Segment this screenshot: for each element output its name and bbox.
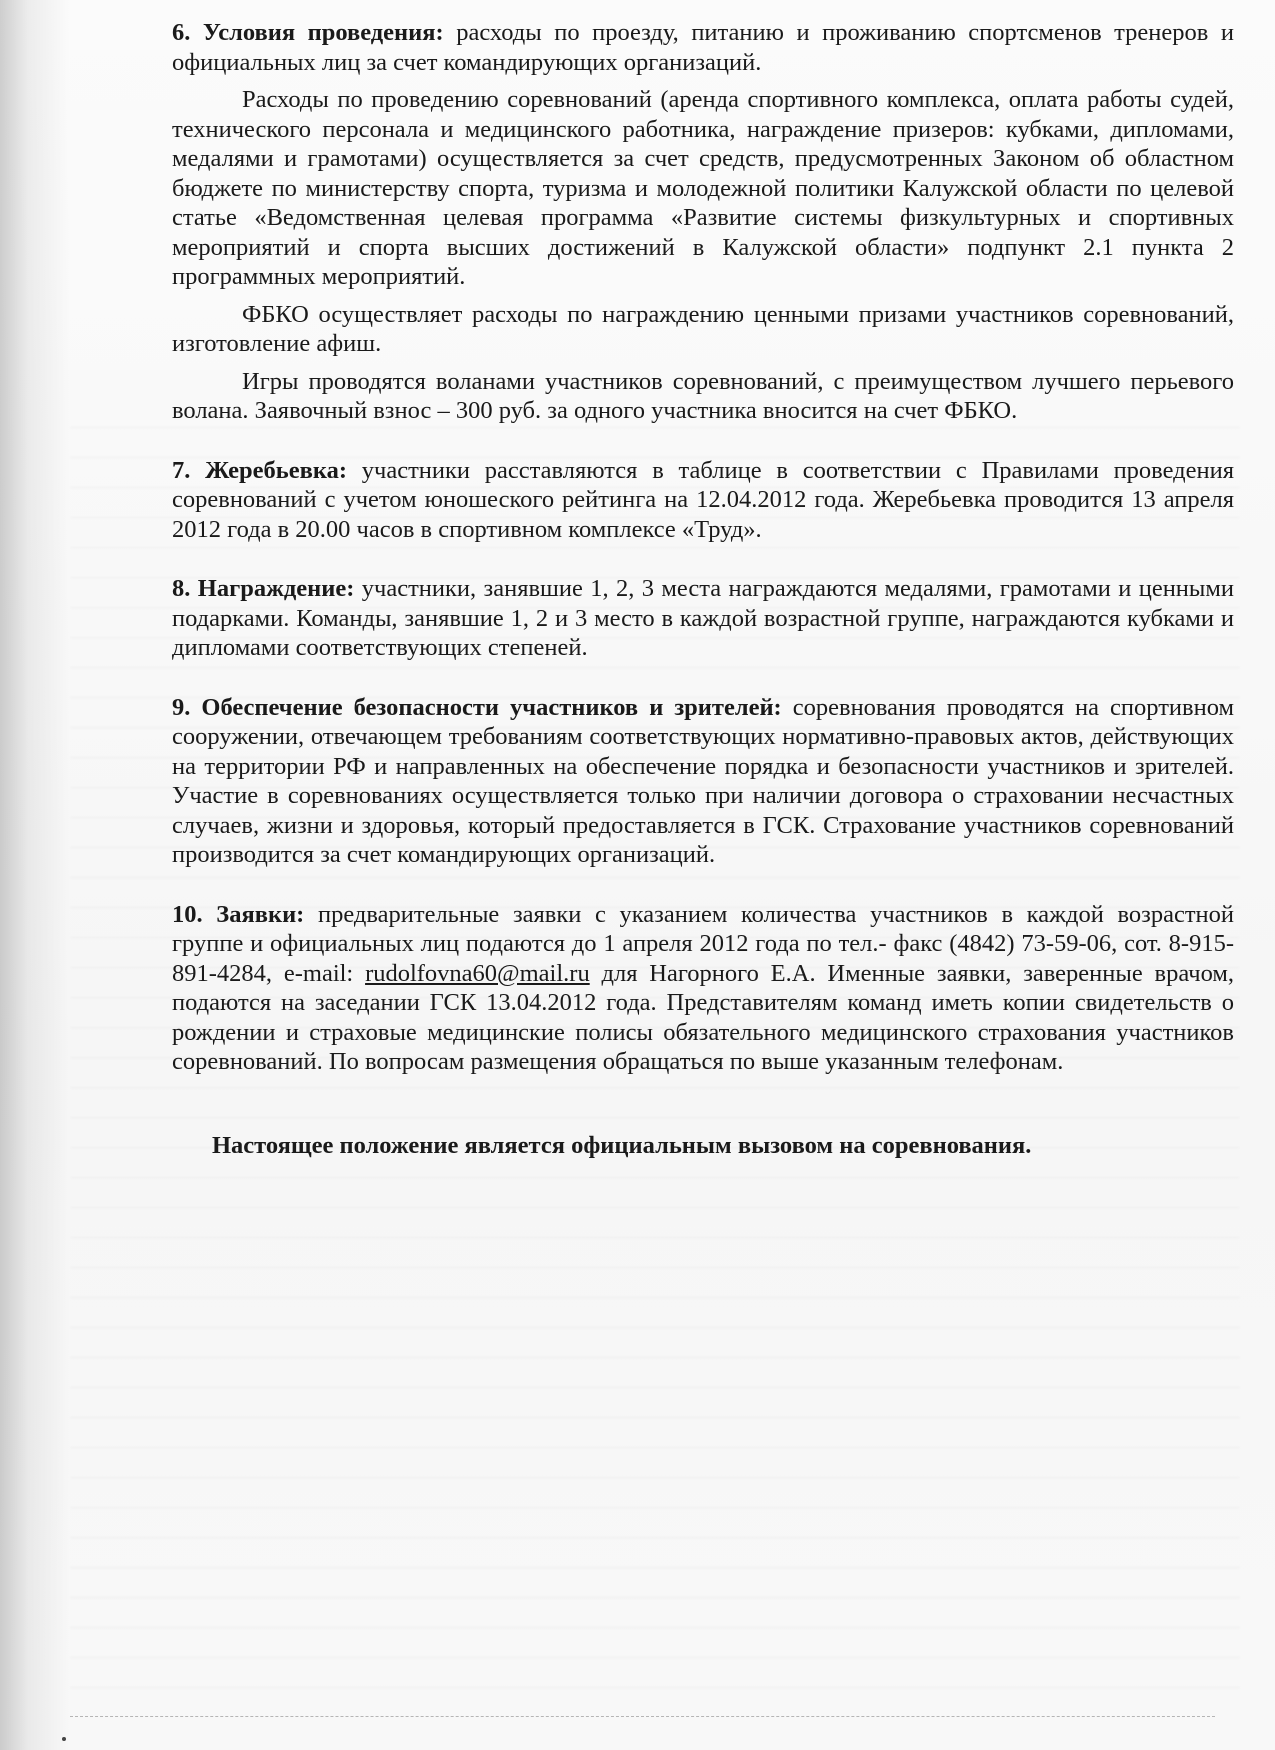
section-10-text-after-email: для Нагорного Е.А. Именные заявки, заверенные врачом, подаются на заседании ГСК 13.04.2012 года. Представителям команд иметь копии свидетельств о рождении и страховые медицинские полисы обязательного медицинского страхования участников соревнований. По вопросам размещения обращаться по выше указанным телефонам. bbox=[172, 959, 1235, 1075]
section-7-paragraph bbox=[172, 456, 1234, 545]
section-9-text: соревнования проводятся на спортивном сооружении, отвечающем требованиям соответствующих нормативно-правовых актов, действующих на территории РФ и направленных на обеспечение порядка и безопасности участников и зрителей. Участие в соревнованиях осуществляется только при наличии договора о страховании несчастных случаев, жизни и здоровья, который предоставляется в ГСК. Страхование участников соревнований производится за счет командирующих организаций. bbox=[172, 693, 1234, 868]
section-6-shuttles-paragraph: Игры проводятся воланами участников соревнований, с преимуществом лучшего перьевого волана. Заявочный взнос – 300 руб. за одного участника вносится на счет ФБКО. bbox=[172, 367, 1234, 424]
section-10-text-before-email: предварительные заявки с указанием количества участников в каждой возрастной группе и официальных лиц подаются до 1 апреля 2012 года по тел.- факс (4842) 73-59-06, сот. 8-915-891-4284, e-mail: bbox=[172, 900, 1235, 987]
section-6-heading: 6. Условия проведения: bbox=[172, 19, 444, 46]
section-6-fbko-paragraph: ФБКО осуществляет расходы по награждению ценными призами участников соревнований, изготовление афиш. bbox=[172, 300, 1234, 357]
section-9-paragraph bbox=[172, 693, 1234, 870]
scan-edge-shadow bbox=[0, 0, 70, 1750]
document-body bbox=[172, 18, 1234, 1160]
section-10-paragraph bbox=[172, 900, 1234, 1077]
section-7-text: участники расставляются в таблице в соответствии с Правилами проведения соревнований с учетом юношеского рейтинга на 12.04.2012 года. Жеребьевка проводится 13 апреля 2012 года в 20.00 часов в спортивном комплексе «Труд». bbox=[172, 456, 1234, 543]
closing-statement: Настоящее положение является официальным вызовом на соревнования. bbox=[212, 1131, 1032, 1159]
section-9-heading: 9. Обеспечение безопасности участников и зрителей: bbox=[172, 693, 782, 721]
section-6-text: расходы по проезду, питанию и проживанию спортсменов тренеров и официальных лиц за счет командирующих организаций. bbox=[172, 19, 1234, 76]
section-6-paragraph bbox=[172, 18, 1234, 77]
section-8-paragraph bbox=[172, 574, 1234, 663]
section-7-heading: 7. Жеребьевка: bbox=[172, 456, 347, 484]
scan-dot-mark bbox=[62, 1737, 66, 1741]
section-6-expenses-paragraph: Расходы по проведению соревнований (аренда спортивного комплекса, оплата работы судей, технического персонала и медицинского работника, награждение призеров: кубками, дипломами, медалями и грамотами) осуществляется за счет средств, предусмотренных Законом об областном бюджете по министерству спорта, туризма и молодежной политики Калужской области по целевой статье «Ведомственная целевая программа «Развитие системы физкультурных и спортивных мероприятий и спорта высших достижений в Калужской области» подпункт 2.1 пункта 2 программных мероприятий. bbox=[172, 86, 1234, 290]
section-10-heading: 10. Заявки: bbox=[172, 900, 305, 928]
section-8-heading: 8. Награждение: bbox=[172, 575, 355, 602]
page-bottom-rule bbox=[70, 1716, 1215, 1717]
section-8-text: участники, занявшие 1, 2, 3 места награждаются медалями, грамотами и ценными подарками. Команды, занявшие 1, 2 и 3 место в каждой возрастной группе, награждаются кубками и дипломами соответствующих степеней. bbox=[172, 575, 1234, 661]
email-link[interactable]: rudolfovna60@mail.ru bbox=[365, 959, 590, 987]
